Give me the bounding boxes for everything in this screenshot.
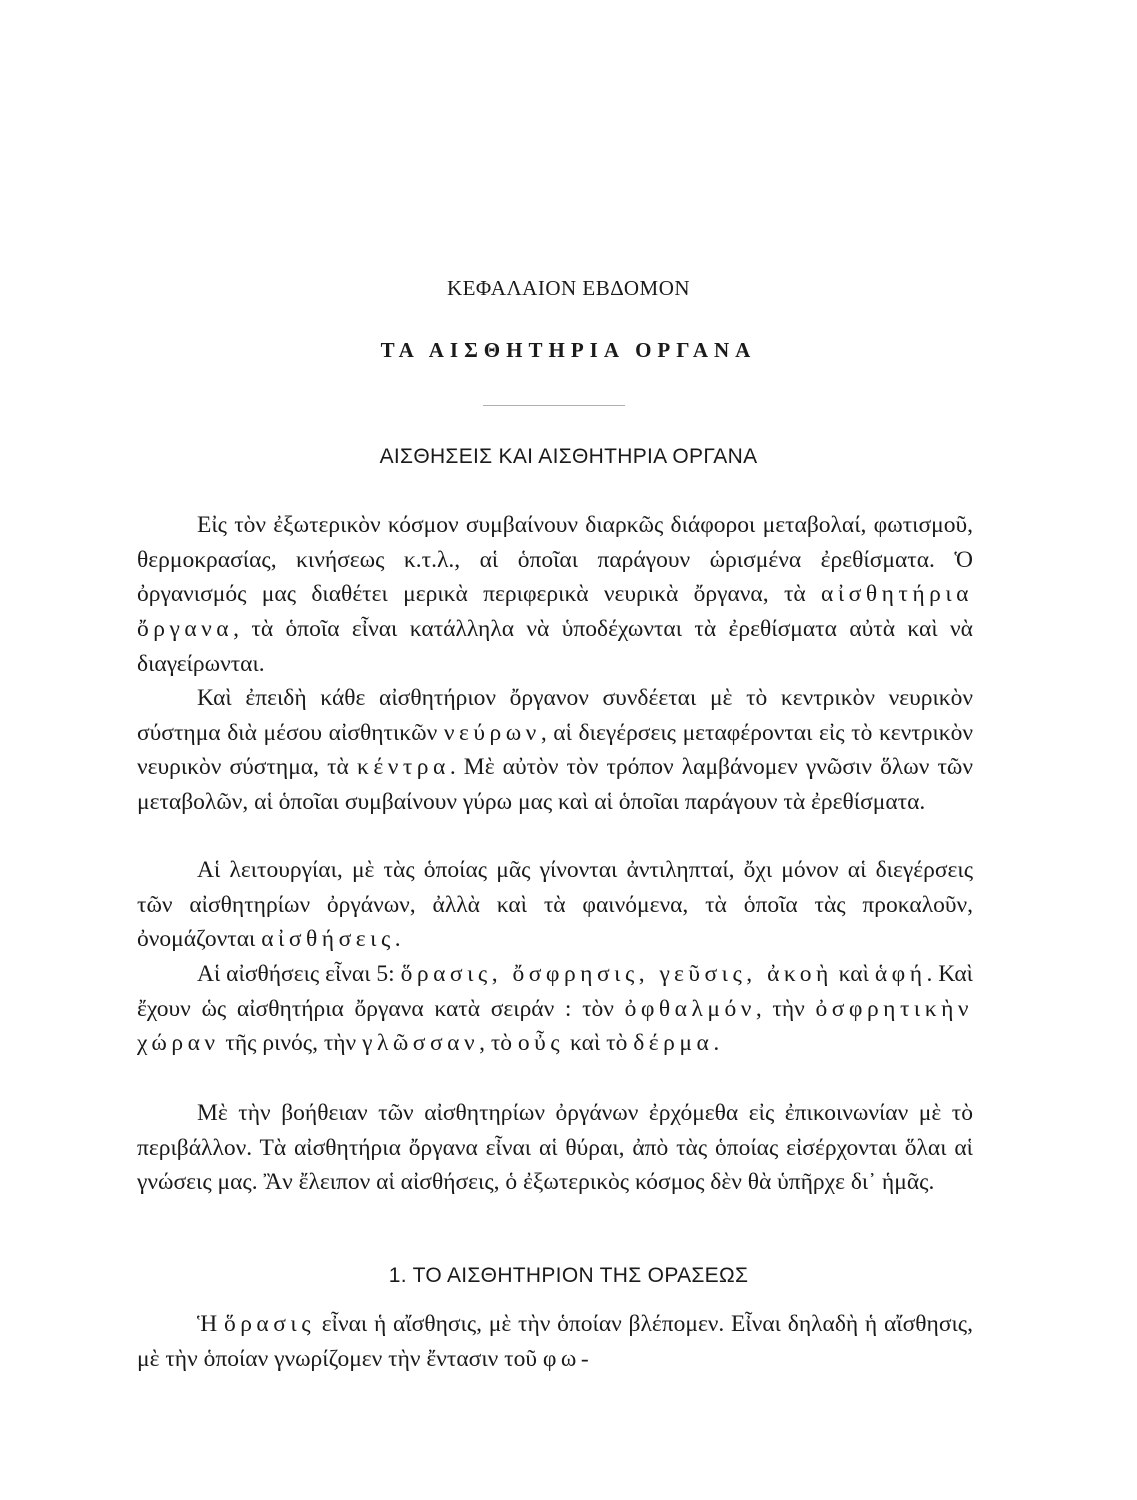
paragraph bbox=[137, 853, 973, 957]
text-run: . bbox=[713, 1030, 720, 1057]
text-run: , αἱ διεγέρσεις μεταφέρονται εἰς τὸ κεντρικὸν νευρικὸν σύστημα, τὰ bbox=[137, 719, 973, 781]
spaced-term: δέρμα bbox=[633, 1030, 714, 1057]
text-run: εἶναι ἡ αἴσθησις, μὲ τὴν ὁποίαν βλέπομεν. Εἶναι δηλαδὴ ἡ αἴσθησις, μὲ τὴν ὁποίαν γνωρίζομεν τὴν ἔντασιν τοῦ bbox=[137, 1311, 973, 1372]
text-run: τῆς ρινός, τὴν bbox=[219, 1030, 363, 1057]
text-run: . bbox=[394, 926, 401, 953]
spaced-term: αἰσθήσεις bbox=[261, 926, 395, 953]
spaced-term: ὅρασις bbox=[223, 1311, 316, 1337]
text-run: , τὸ bbox=[479, 1030, 518, 1057]
section-heading: 1. ΤΟ ΑΙΣΘΗΤΗΡΙΟΝ ΤΗΣ ΟΡΑΣΕΩΣ bbox=[388, 1264, 749, 1287]
text-run: . Μὲ αὐτὸν τὸν τρόπον λαμβάνομεν γνῶσιν ὅλων τῶν μεταβολῶν, αἱ ὁποῖαι συμβαίνουν γύρω μας καὶ αἱ ὁποῖαι παράγουν τὰ ἐρεθίσματα. bbox=[137, 754, 973, 816]
spaced-term: κέντρα bbox=[356, 754, 450, 781]
spaced-term: νεύρων bbox=[443, 719, 541, 746]
text-run: Εἰς τὸν ἐξωτερικὸν κόσμον συμβαίνουν διαρκῶς διάφοροι μεταβολαί, φωτισμοῦ, θερμοκρασίας, κινήσεως κ.τ.λ., αἱ ὁποῖαι παράγουν ὡρισμένα ἐρεθίσματα. Ὁ ὀργανισμός μας διαθέτει μερικὰ περιφερικὰ νευρικὰ ὄργανα, τὰ bbox=[137, 512, 973, 608]
text-run: , τὴν bbox=[755, 995, 816, 1022]
spaced-term: ὅρασις, ὄσφρησις, γεῦσις, ἀκοὴ bbox=[400, 961, 833, 987]
paragraph bbox=[137, 957, 973, 1061]
section-heading: ΑΙΣΘΗΣΕΙΣ ΚΑΙ ΑΙΣΘΗΤΗΡΙΑ ΟΡΓΑΝΑ bbox=[379, 445, 758, 468]
spaced-term: φω- bbox=[542, 1345, 594, 1372]
paragraph: Μὲ τὴν βοήθειαν τῶν αἰσθητηρίων ὀργάνων ἐρχόμεθα εἰς ἐπικοινωνίαν μὲ τὸ περιβάλλον. Τὰ αἰσθητήρια ὄργανα εἶναι αἱ θύραι, ἀπὸ τὰς ὁποίας εἰσέρχονται ὅλαι αἱ γνώσεις μας. Ἂν ἔλειπον αἱ αἰσθήσεις, ὁ ἐξωτερικὸς κόσμος δὲν θὰ ὑπῆρχε δι᾽ ἡμᾶς. bbox=[137, 1100, 973, 1196]
text-run: . Καὶ ἔχουν ὡς αἰσθητήρια ὄργανα κατὰ σειράν : τὸν bbox=[137, 961, 974, 1022]
divider bbox=[483, 405, 625, 406]
text-run: καὶ τὸ bbox=[564, 1030, 634, 1057]
spaced-term: γλῶσσαν bbox=[362, 1030, 480, 1057]
text-run: Αἱ λειτουργίαι, μὲ τὰς ὁποίας μᾶς γίνονται ἀντιληπταί, ὄχι μόνον αἱ διεγέρσεις τῶν αἰσθητηρίων ὀργάνων, ἀλλὰ καὶ τὰ φαινόμενα, τὰ ὁποῖα τὰς προκαλοῦν, ὀνομάζονται bbox=[137, 857, 973, 953]
text-run: Αἱ αἰσθήσεις εἶναι 5: bbox=[197, 961, 401, 987]
spaced-term: οὖς bbox=[517, 1030, 565, 1057]
paragraph bbox=[137, 508, 973, 682]
chapter-label: ΚΕΦΑΛΑΙΟΝ ΕΒΔΟΜΟΝ bbox=[446, 276, 691, 300]
chapter-title: ΤΑ ΑΙΣΘΗΤΗΡΙΑ ΟΡΓΑΝΑ bbox=[380, 338, 757, 362]
text-run: Ἡ bbox=[197, 1311, 224, 1337]
text-run: καὶ bbox=[832, 961, 875, 987]
paragraph bbox=[137, 1307, 973, 1376]
text-run: Καὶ ἐπειδὴ κάθε αἰσθητήριον ὄργανον συνδέεται μὲ τὸ κεντρικὸν νευρικὸν σύστημα διὰ μέσου αἰσθητικῶν bbox=[137, 685, 973, 746]
spaced-term: αἰσθητήρια ὄργανα bbox=[137, 581, 973, 643]
spaced-term: ἁφή bbox=[874, 961, 927, 987]
text-run: , τὰ ὁποῖα εἶναι κατάλληλα νὰ ὑποδέχωνται τὰ ἐρεθίσματα αὐτὰ καὶ νὰ διαγείρωνται. bbox=[137, 616, 973, 677]
paragraph bbox=[137, 681, 973, 820]
spaced-term: ὀφθαλμόν bbox=[624, 995, 756, 1022]
spaced-term: ὀσφρητικὴν χώραν bbox=[137, 995, 973, 1057]
